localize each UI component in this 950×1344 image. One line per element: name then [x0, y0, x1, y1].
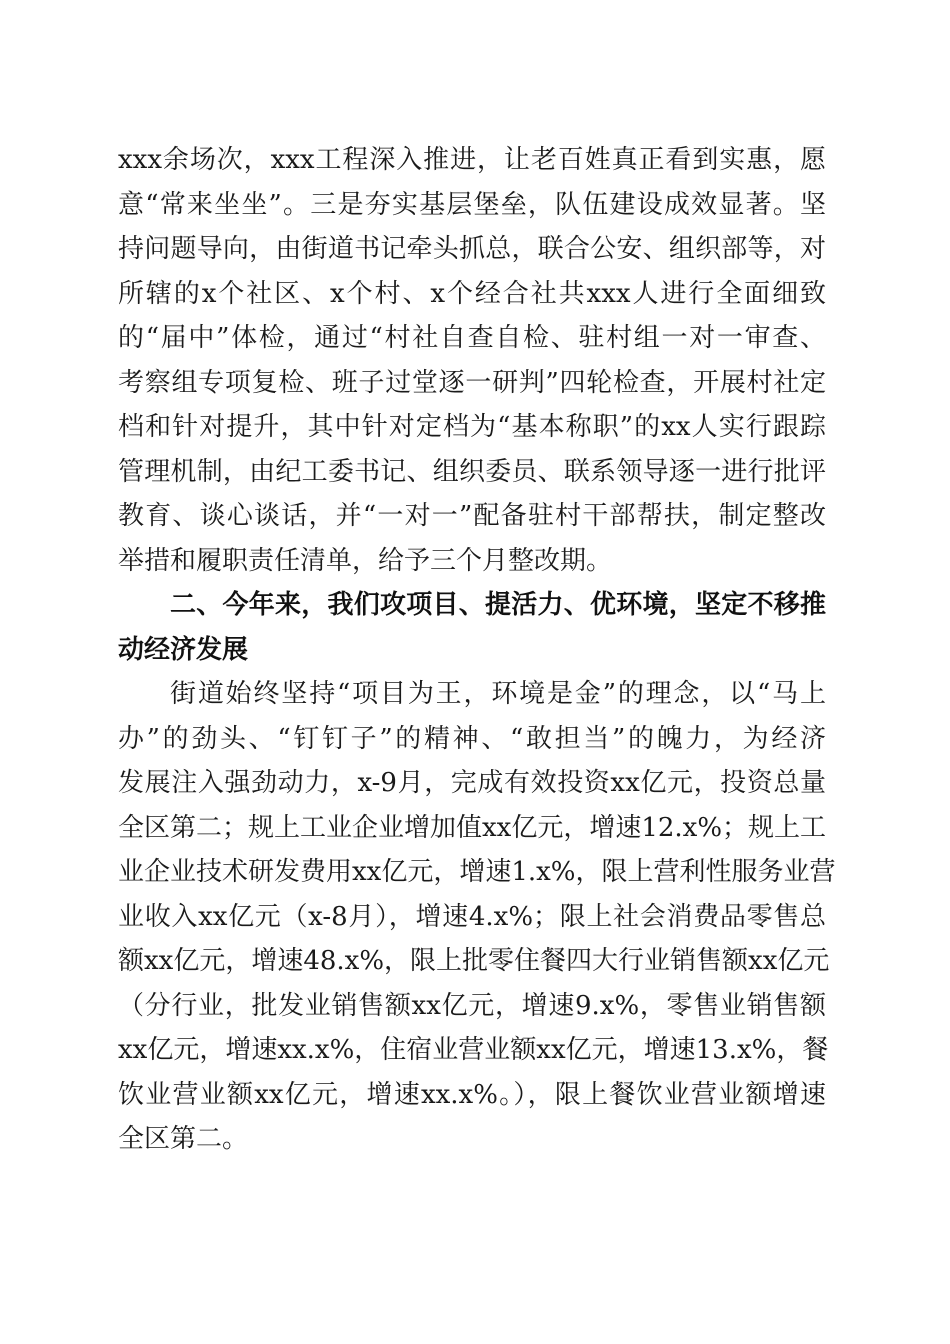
- paragraph-line: 举措和履职责任清单，给予三个月整改期。: [118, 545, 613, 576]
- paragraph-line: 档和针对提升，其中针对定档为“基本称职”的xx人实行跟踪: [118, 412, 826, 442]
- paragraph-line: （分行业，批发业销售额xx亿元，增速9.x%，零售业销售额: [118, 990, 826, 1021]
- section-heading-line: 动经济发展: [118, 634, 249, 665]
- paragraph-line: xx亿元，增速xx.x%，住宿业营业额xx亿元，增速13.x%，餐: [118, 1035, 829, 1065]
- paragraph-line: 意“常来坐坐”。三是夯实基层堡垒，队伍建设成效显著。坚: [118, 189, 826, 220]
- paragraph-line: 管理机制，由纪工委书记、组织委员、联系领导逐一进行批评: [118, 456, 826, 487]
- paragraph-line: 额xx亿元，增速48.x%，限上批零住餐四大行业销售额xx亿元: [118, 946, 830, 976]
- section-heading-line: 二、今年来，我们攻项目、提活力、优环境，坚定不移推: [170, 590, 826, 620]
- paragraph-line: 教育、谈心谈话，并“一对一”配备驻村干部帮扶，制定整改: [118, 501, 826, 531]
- paragraph-line: 发展注入强劲动力，x-9月，完成有效投资xx亿元，投资总量: [118, 768, 826, 798]
- paragraph-line: 办”的劲头、“钉钉子”的精神、“敢担当”的魄力，为经济: [118, 723, 826, 754]
- paragraph-line: 全区第二。: [118, 1124, 249, 1154]
- section-heading: [118, 583, 826, 672]
- paragraph-line: 街道始终坚持“项目为王，环境是金”的理念，以“马上: [170, 679, 826, 709]
- paragraph-party-building: [118, 138, 826, 583]
- paragraph-line: 所辖的x个社区、x个村、x个经合社共xxx人进行全面细致: [118, 278, 826, 309]
- paragraph-line: 的“届中”体检，通过“村社自查自检、驻村组一对一审查、: [118, 323, 826, 353]
- paragraph-economy: [118, 672, 836, 1162]
- paragraph-line: 业企业技术研发费用xx亿元，增速1.x%，限上营利性服务业营: [118, 857, 836, 887]
- paragraph-line: 考察组专项复检、班子过堂逐一研判”四轮检查，开展村社定: [118, 367, 826, 398]
- paragraph-line: 全区第二；规上工业企业增加值xx亿元，增速12.x%；规上工: [118, 812, 827, 843]
- paragraph-line: 持问题导向，由街道书记牵头抓总，联合公安、组织部等，对: [118, 234, 826, 264]
- paragraph-line: 饮业营业额xx亿元，增速xx.x%。），限上餐饮业营业额增速: [118, 1079, 826, 1110]
- paragraph-line: xxx余场次，xxx工程深入推进，让老百姓真正看到实惠，愿: [118, 145, 826, 175]
- document-body: [118, 138, 836, 1162]
- paragraph-line: 业收入xx亿元（x-8月），增速4.x%；限上社会消费品零售总: [118, 901, 826, 932]
